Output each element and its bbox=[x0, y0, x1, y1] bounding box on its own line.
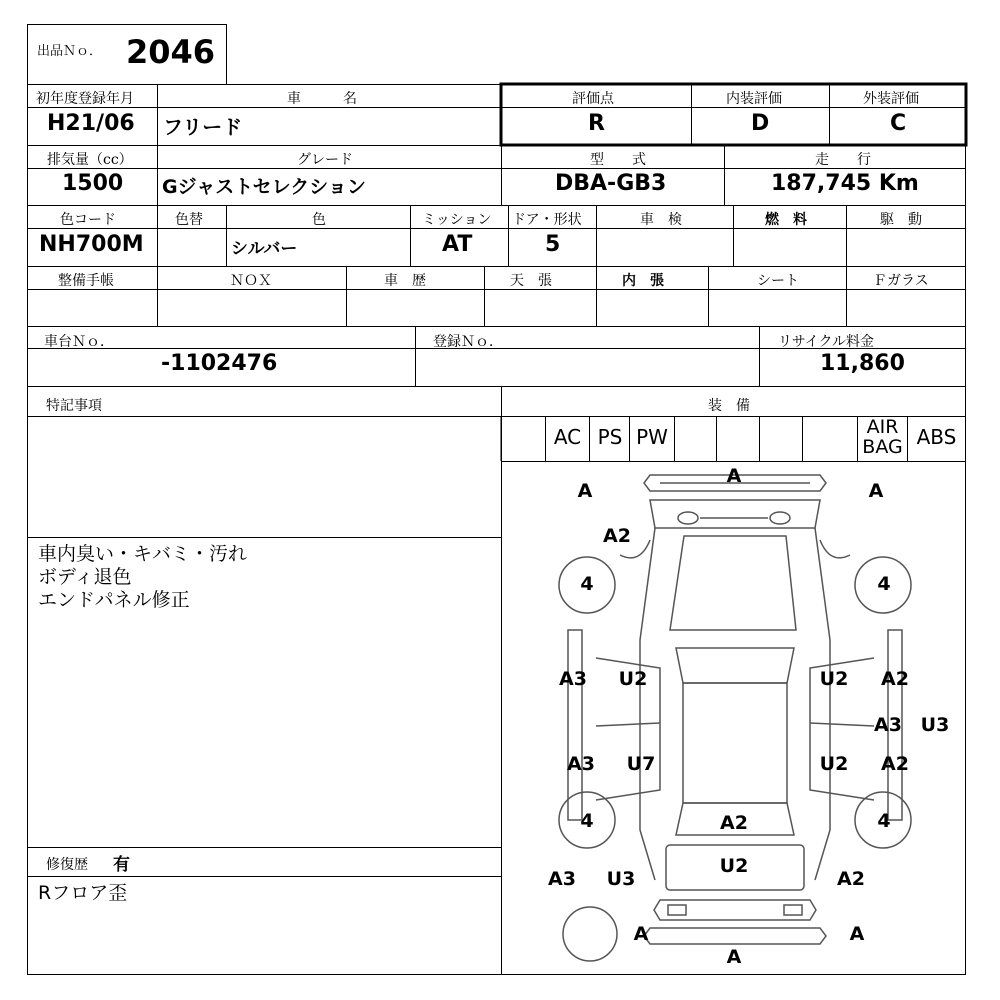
equip-airbag-1: AIR bbox=[866, 416, 899, 438]
first-reg-label: 初年度登録年月 bbox=[36, 91, 134, 107]
lot-number: 2046 bbox=[126, 33, 216, 71]
damage-mark: 4 bbox=[580, 573, 594, 595]
equipment-label: 装 備 bbox=[708, 398, 750, 414]
damage-mark: A bbox=[726, 946, 742, 968]
seat-label: シート bbox=[757, 273, 799, 289]
damage-mark: U2 bbox=[819, 668, 849, 690]
score-value: R bbox=[588, 111, 605, 136]
color-code-value: NH700M bbox=[39, 232, 144, 257]
damage-mark: A2 bbox=[720, 812, 748, 834]
transmission-label: ミッション bbox=[422, 212, 492, 228]
color-code-label: 色コード bbox=[60, 212, 116, 228]
damage-mark: U2 bbox=[819, 753, 849, 775]
roof-label: 天 張 bbox=[510, 273, 552, 289]
damage-mark: U2 bbox=[618, 668, 648, 690]
repair-value: 有 bbox=[113, 855, 130, 875]
equip-ac: AC bbox=[553, 425, 582, 449]
damage-mark: A bbox=[849, 923, 865, 945]
score-label: 評価点 bbox=[572, 91, 614, 107]
damage-mark: A3 bbox=[548, 868, 576, 890]
model-value: DBA-GB3 bbox=[555, 171, 667, 196]
damage-mark: A3 bbox=[567, 753, 595, 775]
damage-mark: A bbox=[868, 480, 884, 502]
recycle-value: 11,860 bbox=[820, 351, 905, 376]
damage-mark: U2 bbox=[719, 855, 749, 877]
interior-label: 内装評価 bbox=[726, 91, 782, 107]
damage-mark: A2 bbox=[603, 525, 631, 547]
equip-ps: PS bbox=[597, 425, 623, 449]
damage-mark: 4 bbox=[877, 573, 891, 595]
damage-mark: 4 bbox=[580, 810, 594, 832]
damage-mark: A2 bbox=[837, 868, 865, 890]
equip-pw: PW bbox=[636, 425, 668, 449]
color-label: 色 bbox=[312, 212, 326, 228]
car-name-label: 車 名 bbox=[287, 91, 357, 107]
interior-value: D bbox=[751, 111, 770, 136]
damage-mark: A2 bbox=[881, 668, 909, 690]
door-label: ドア・形状 bbox=[512, 212, 582, 228]
damage-mark: A2 bbox=[881, 753, 909, 775]
note-line-1: 車内臭い・キバミ・汚れ bbox=[38, 543, 248, 565]
damage-mark: A3 bbox=[874, 714, 902, 736]
transmission-value: AT bbox=[442, 232, 473, 257]
exterior-value: C bbox=[890, 111, 907, 136]
damage-mark: A3 bbox=[559, 668, 587, 690]
nox-label: ＮＯＸ bbox=[230, 273, 272, 289]
chassis-label: 車台Ｎｏ． bbox=[44, 334, 114, 350]
history-label: 車 歴 bbox=[384, 273, 426, 289]
grade-label: グレード bbox=[297, 152, 353, 168]
model-label: 型 式 bbox=[590, 152, 646, 168]
note-line-3: エンドパネル修正 bbox=[38, 589, 190, 611]
door-value: 5 bbox=[545, 232, 561, 257]
registration-label: 登録Ｎｏ． bbox=[433, 334, 503, 350]
exterior-label: 外装評価 bbox=[863, 91, 919, 107]
damage-mark: 4 bbox=[877, 810, 891, 832]
damage-mark: U3 bbox=[920, 714, 950, 736]
first-reg-value: H21/06 bbox=[47, 111, 135, 136]
chassis-value: -1102476 bbox=[161, 351, 278, 376]
mileage-value: 187,745 Km bbox=[771, 171, 919, 196]
repair-label: 修復歴 bbox=[46, 857, 88, 873]
mileage-label: 走 行 bbox=[815, 152, 871, 168]
grade-value: Gジャストセレクション bbox=[162, 176, 366, 198]
damage-mark: A bbox=[633, 923, 649, 945]
displacement-label: 排気量（cc） bbox=[47, 152, 133, 168]
maintenance-label: 整備手帳 bbox=[58, 273, 114, 289]
equip-airbag-2: BAG bbox=[862, 436, 903, 458]
fuel-label: 燃 料 bbox=[765, 212, 807, 228]
notes-label: 特記事項 bbox=[46, 398, 102, 414]
car-name-value: フリード bbox=[163, 115, 243, 139]
color-change-label: 色替 bbox=[175, 212, 203, 228]
damage-mark: A bbox=[726, 465, 742, 487]
damage-mark: U7 bbox=[626, 753, 656, 775]
damage-mark: U3 bbox=[606, 868, 636, 890]
interior-trim-label: 内 張 bbox=[622, 273, 664, 289]
repair-detail: Rフロア歪 bbox=[38, 882, 128, 904]
note-line-2: ボディ退色 bbox=[38, 566, 132, 588]
equip-abs: ABS bbox=[916, 425, 957, 449]
damage-mark: A bbox=[577, 480, 593, 502]
displacement-value: 1500 bbox=[62, 171, 124, 196]
inspection-label: 車 検 bbox=[640, 212, 682, 228]
drive-label: 駆 動 bbox=[880, 212, 922, 228]
recycle-label: リサイクル料金 bbox=[778, 334, 875, 350]
color-value: シルバー bbox=[231, 239, 298, 259]
lot-label: 出品Ｎｏ． bbox=[37, 44, 103, 59]
fglass-label: Ｆガラス bbox=[873, 273, 929, 289]
